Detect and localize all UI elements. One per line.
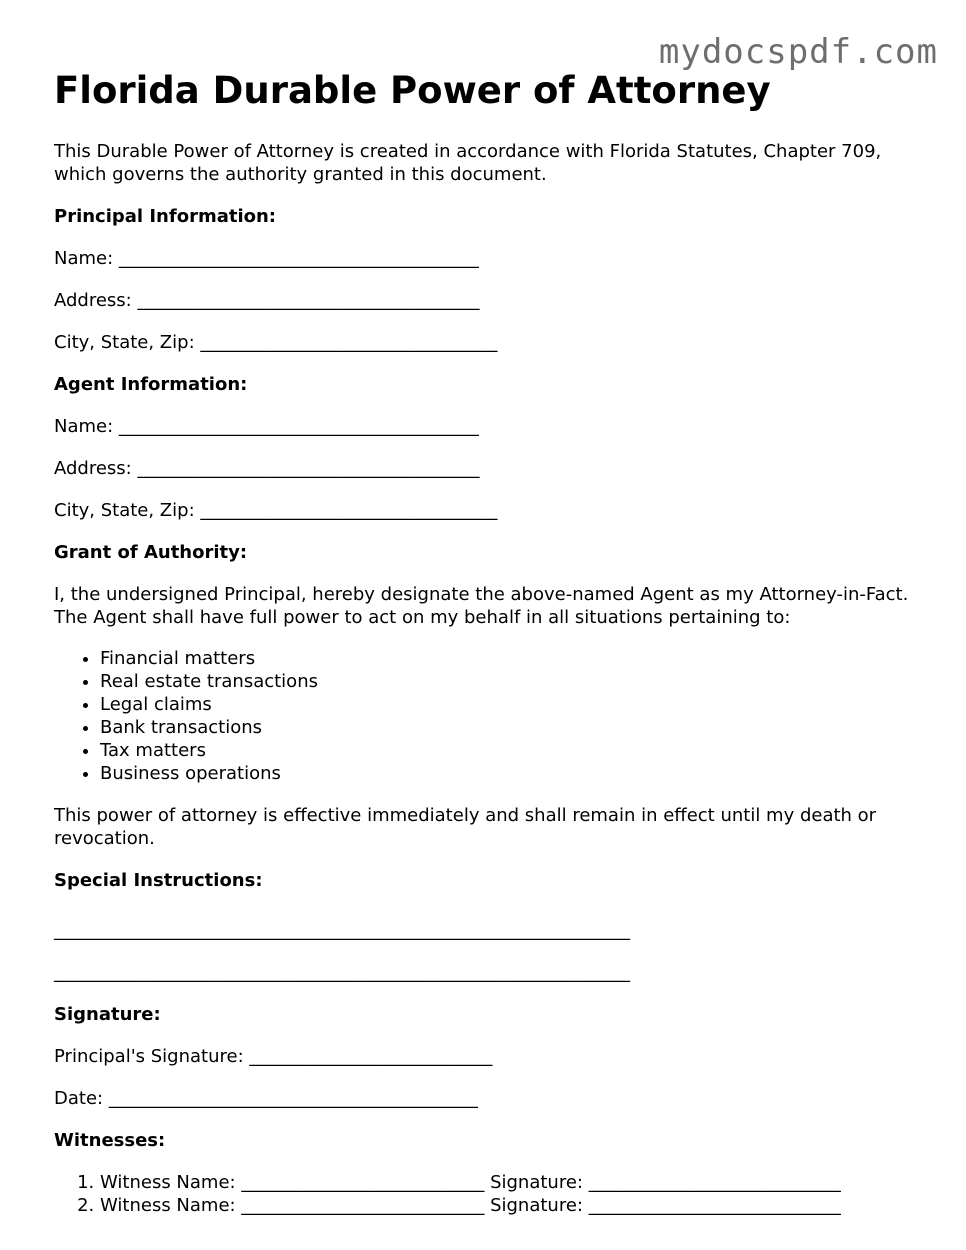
- witness-row[interactable]: 1. Witness Name: ___________________________ Signature: ____________________________: [100, 1171, 924, 1194]
- agent-address-field[interactable]: Address: ______________________________________: [54, 458, 480, 479]
- witness-row[interactable]: 2. Witness Name: ___________________________ Signature: ____________________________: [100, 1194, 924, 1217]
- principal-name-field[interactable]: Name: ________________________________________: [54, 248, 479, 269]
- authority-paragraph: I, the undersigned Principal, hereby designate the above-named Agent as my Attorney-in-Fact. The Agent shall have full power to act on my behalf in all situations pertaining to:: [54, 584, 909, 628]
- principal-signature-field[interactable]: Principal's Signature: ___________________________: [54, 1046, 493, 1067]
- list-item: • Tax matters: [100, 739, 924, 762]
- list-item: • Real estate transactions: [100, 670, 924, 693]
- agent-name-field[interactable]: Name: ________________________________________: [54, 416, 479, 437]
- list-item: • Business operations: [100, 762, 924, 785]
- date-field[interactable]: Date: _________________________________________: [54, 1088, 478, 1109]
- authority-list: [54, 647, 924, 785]
- intro-paragraph: This Durable Power of Attorney is created in accordance with Florida Statutes, Chapter 709, which governs the authority granted in this document.: [54, 141, 882, 185]
- list-item: • Bank transactions: [100, 716, 924, 739]
- special-line-2[interactable]: ________________________________________________________________: [54, 962, 630, 983]
- principal-address-field[interactable]: Address: ______________________________________: [54, 290, 480, 311]
- effective-paragraph: This power of attorney is effective immediately and shall remain in effect until my death or revocation.: [54, 805, 877, 849]
- watermark: mydocspdf.com: [658, 32, 938, 72]
- list-item: • Financial matters: [100, 647, 924, 670]
- agent-city-field[interactable]: City, State, Zip: _________________________________: [54, 500, 498, 521]
- principal-city-field[interactable]: City, State, Zip: _________________________________: [54, 332, 498, 353]
- special-line-1[interactable]: ________________________________________________________________: [54, 920, 630, 941]
- signature-heading: Signature:: [54, 1004, 161, 1025]
- document-page: [54, 68, 924, 1217]
- authority-heading: Grant of Authority:: [54, 542, 248, 563]
- agent-heading: Agent Information:: [54, 374, 248, 395]
- special-heading: Special Instructions:: [54, 870, 263, 891]
- principal-heading: Principal Information:: [54, 206, 277, 227]
- witnesses-heading: Witnesses:: [54, 1130, 166, 1151]
- witness-list: [54, 1171, 924, 1217]
- document-title: Florida Durable Power of Attorney: [54, 69, 771, 112]
- list-item: • Legal claims: [100, 693, 924, 716]
